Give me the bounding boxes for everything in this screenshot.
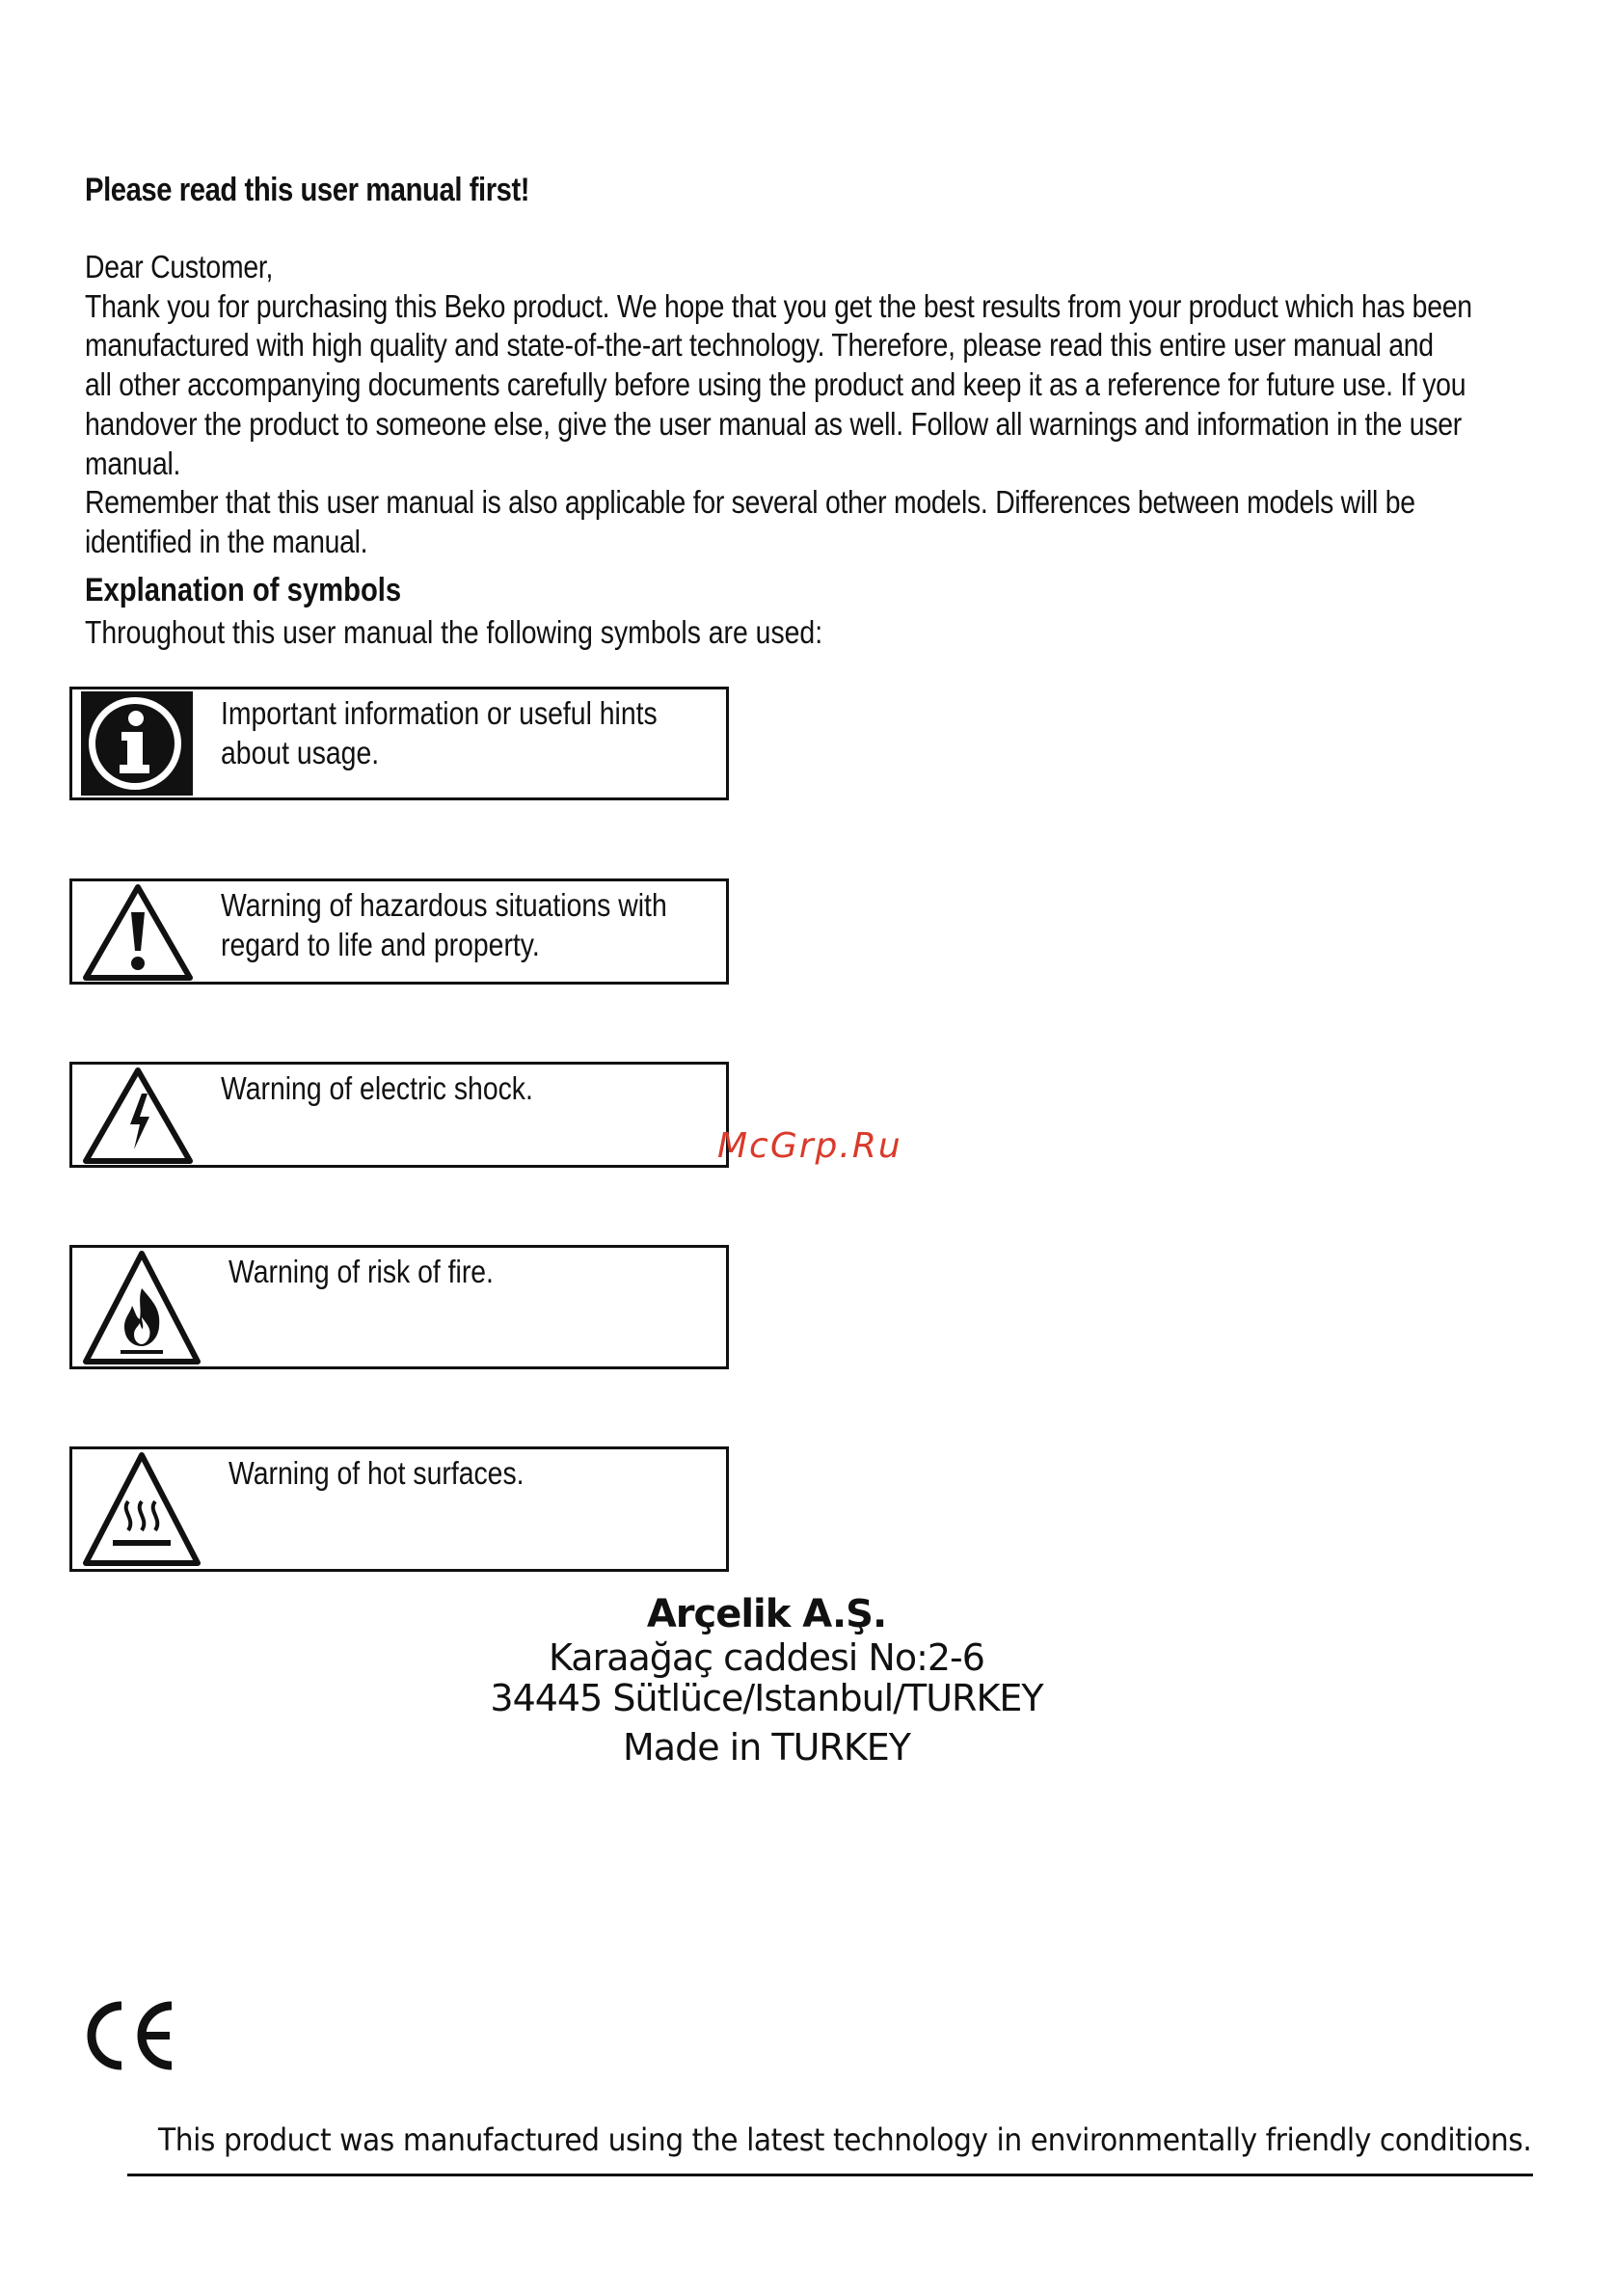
- address-line: 34445 Sütlüce/Istanbul/TURKEY: [490, 1677, 1043, 1719]
- ce-mark-icon: [79, 1998, 179, 2078]
- greeting: [85, 248, 1494, 287]
- symbol-text: [221, 885, 686, 964]
- info-icon: [81, 691, 193, 800]
- symbol-text-line: Warning of risk of fire.: [229, 1254, 494, 1289]
- fire-icon: [82, 1250, 202, 1370]
- made-in: Made in TURKEY: [623, 1726, 910, 1769]
- paragraph-line: all other accompanying documents carefully before using the product and keep it as a reference for future use. If you: [85, 366, 1466, 403]
- footer-divider: [127, 2174, 1533, 2176]
- symbol-box-electric-shock: [69, 1062, 729, 1168]
- symbols-heading: Explanation of symbols: [85, 572, 402, 608]
- intro-text: [85, 248, 1494, 562]
- intro-paragraph-2: [85, 483, 1494, 561]
- intro-paragraph-1: [85, 287, 1494, 484]
- symbol-text: [221, 693, 686, 772]
- paragraph-line: manual.: [85, 445, 181, 481]
- company-info: [0, 1591, 1533, 1770]
- paragraph-line: handover the product to someone else, give the user manual as well. Follow all warnings and information in the user: [85, 405, 1462, 442]
- symbol-text-line: regard to life and property.: [221, 927, 540, 962]
- footer-text: This product was manufactured using the latest technology in environmentally friendly conditions.: [158, 2121, 1532, 2158]
- symbol-box-info: [69, 687, 729, 800]
- paragraph-line: identified in the manual.: [85, 523, 368, 559]
- paragraph-line: Remember that this user manual is also applicable for several other models. Differences between models will be: [85, 484, 1415, 521]
- symbol-text-line: Warning of hot surfaces.: [229, 1455, 525, 1491]
- page-heading: Please read this user manual first!: [85, 172, 530, 208]
- symbol-text-line: Important information or useful hints: [221, 695, 658, 731]
- paragraph-line: Thank you for purchasing this Beko product. We hope that you get the best results from your product which has been: [85, 287, 1472, 324]
- symbol-text: [229, 1252, 693, 1291]
- electric-shock-icon: [82, 1067, 194, 1170]
- symbol-text: [229, 1453, 693, 1493]
- greeting-line: Dear Customer,: [85, 249, 274, 284]
- hot-surface-icon: [82, 1451, 202, 1572]
- symbol-text-line: about usage.: [221, 735, 380, 770]
- watermark: McGrp.Ru: [717, 1126, 902, 1166]
- symbol-text-line: Warning of hazardous situations with: [221, 887, 667, 923]
- address-line: Karaağaç caddesi No:2-6: [549, 1636, 984, 1679]
- symbols-intro: Throughout this user manual the following symbols are used:: [85, 614, 823, 650]
- company-name: Arçelik A.Ş.: [646, 1592, 887, 1636]
- warning-icon: [82, 883, 194, 986]
- paragraph-line: manufactured with high quality and state-of-the-art technology. Therefore, please read this entire user manual and: [85, 327, 1434, 364]
- symbol-box-hot-surface: [69, 1446, 729, 1572]
- symbol-box-warning: [69, 878, 729, 985]
- symbol-text: [221, 1068, 686, 1108]
- symbol-box-fire: [69, 1245, 729, 1369]
- symbol-text-line: Warning of electric shock.: [221, 1070, 533, 1106]
